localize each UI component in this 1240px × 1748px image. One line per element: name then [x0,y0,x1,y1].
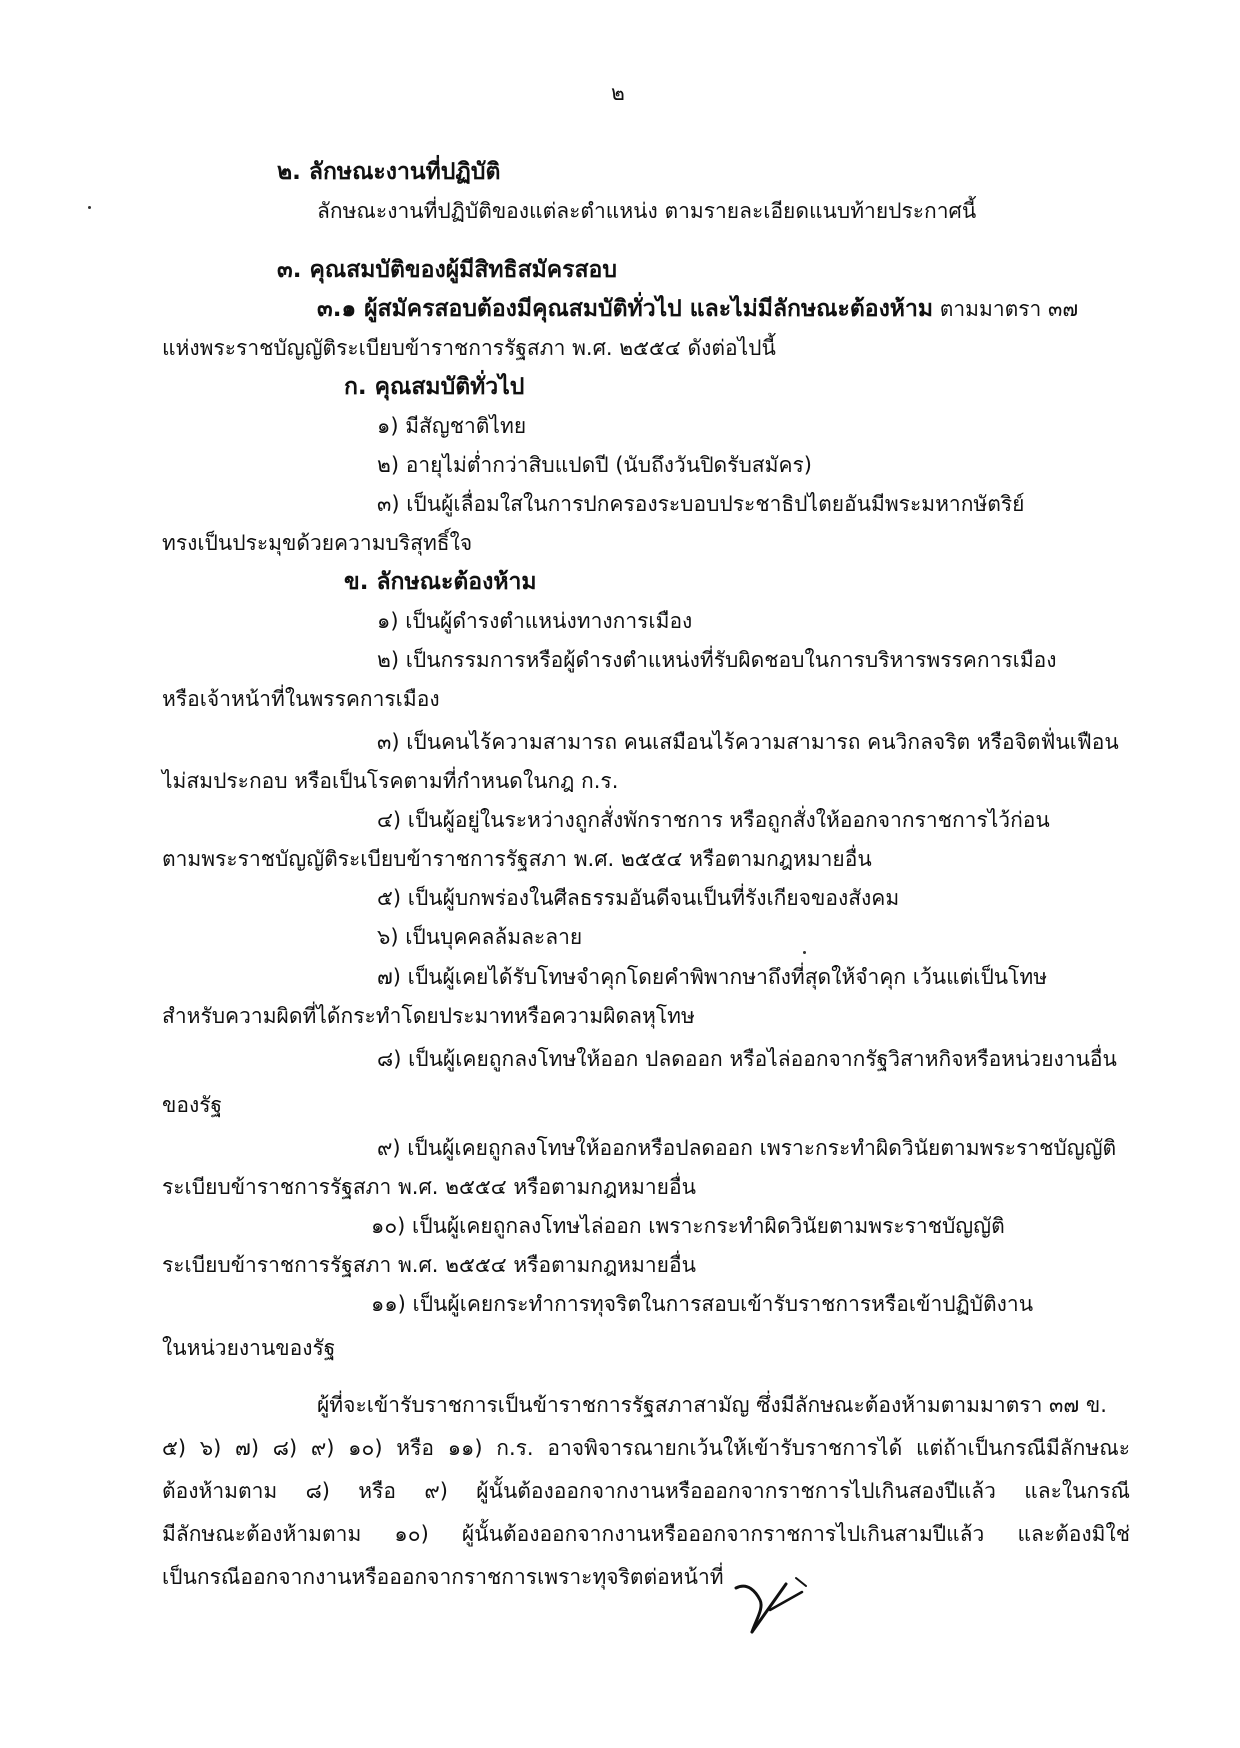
section-3-1-tail: ตามมาตรา ๓๗ [939,297,1079,321]
prohibited-item-5: ๕) เป็นผู้บกพร่องในศีลธรรมอันดีจนเป็นที่รังเกียจของสังคม [377,886,900,910]
prohibited-item-6: ๖) เป็นบุคคลล้มละลาย [377,925,583,949]
section-2-heading: ๒. ลักษณะงานที่ปฏิบัติ [277,159,501,185]
section-3-1-bold: ๓.๑ ผู้สมัครสอบต้องมีคุณสมบัติทั่วไป และไม่มีลักษณะต้องห้าม [317,296,934,322]
prohibited-item-3-cont: ไม่สมประกอบ หรือเป็นโรคตามที่กำหนดในกฎ ก.ร. [162,769,619,793]
section-2-body: ลักษณะงานที่ปฏิบัติของแต่ละตำแหน่ง ตามรายละเอียดแนบท้ายประกาศนี้ [317,199,977,223]
section-3-1-line2: แห่งพระราชบัญญัติระเบียบข้าราชการรัฐสภา พ.ศ. ๒๕๕๔ ดังต่อไปนี้ [162,336,776,360]
prohibited-item-10: ๑๐) เป็นผู้เคยถูกลงโทษไล่ออก เพราะกระทำผิดวินัยตามพระราชบัญญัติ [371,1214,1005,1238]
prohibited-item-8: ๘) เป็นผู้เคยถูกลงโทษให้ออก ปลดออก หรือไล่ออกจากรัฐวิสาหกิจหรือหน่วยงานอื่น [377,1047,1117,1071]
prohibited-item-4-cont: ตามพระราชบัญญัติระเบียบข้าราชการรัฐสภา พ.ศ. ๒๕๕๔ หรือตามกฎหมายอื่น [162,847,872,871]
prohibited-item-4: ๔) เป็นผู้อยู่ในระหว่างถูกสั่งพักราชการ หรือถูกสั่งให้ออกจากราชการไว้ก่อน [377,808,1050,832]
prohibited-item-11: ๑๑) เป็นผู้เคยกระทำการทุจริตในการสอบเข้ารับราชการหรือเข้าปฏิบัติงาน [371,1292,1034,1316]
prohibited-item-11-cont: ในหน่วยงานของรัฐ [162,1336,336,1360]
prohibited-item-7-cont: สำหรับความผิดที่ได้กระทำโดยประมาทหรือความผิดลหุโทษ [162,1004,695,1028]
scan-speck [803,951,806,954]
prohibited-item-3: ๓) เป็นคนไร้ความสามารถ คนเสมือนไร้ความสามารถ คนวิกลจริต หรือจิตฟั่นเฟือน [377,730,1119,754]
prohibited-item-7: ๗) เป็นผู้เคยได้รับโทษจำคุกโดยคำพิพากษาถึงที่สุดให้จำคุก เว้นแต่เป็นโทษ [377,965,1048,989]
prohibited-item-2-cont: หรือเจ้าหน้าที่ในพรรคการเมือง [162,687,440,711]
general-item-1: ๑) มีสัญชาติไทย [377,414,527,438]
prohibited-item-8-cont: ของรัฐ [162,1093,223,1117]
prohibited-item-9: ๙) เป็นผู้เคยถูกลงโทษให้ออกหรือปลดออก เพราะกระทำผิดวินัยตามพระราชบัญญัติ [377,1136,1117,1160]
closing-paragraph-line-4: มีลักษณะต้องห้ามตาม ๑๐) ผู้นั้นต้องออกจากงานหรือออกจากราชการไปเกินสามปีแล้ว และต้องมิใช่ [162,1522,1130,1546]
closing-paragraph-line-5: เป็นกรณีออกจากงานหรือออกจากราชการเพราะทุจริตต่อหน้าที่ [162,1565,724,1589]
prohibited-heading: ข. ลักษณะต้องห้าม [344,569,537,595]
general-qualifications-heading: ก. คุณสมบัติทั่วไป [344,374,525,400]
scan-speck [88,206,91,209]
general-item-2: ๒) อายุไม่ต่ำกว่าสิบแปดปี (นับถึงวันปิดรับสมัคร) [377,453,812,477]
signature-initial [726,1570,816,1640]
closing-paragraph-line-1: ผู้ที่จะเข้ารับราชการเป็นข้าราชการรัฐสภาสามัญ ซึ่งมีลักษณะต้องห้ามตามมาตรา ๓๗ ข. [317,1393,1107,1417]
prohibited-item-9-cont: ระเบียบข้าราชการรัฐสภา พ.ศ. ๒๕๕๔ หรือตามกฎหมายอื่น [162,1175,696,1199]
section-3-heading: ๓. คุณสมบัติของผู้มีสิทธิสมัครสอบ [277,257,617,283]
closing-paragraph-line-2: ๕) ๖) ๗) ๘) ๙) ๑๐) หรือ ๑๑) ก.ร. อาจพิจารณายกเว้นให้เข้ารับราชการได้ แต่ถ้าเป็นกรณีมีลักษณะ [162,1436,1130,1460]
prohibited-item-2: ๒) เป็นกรรมการหรือผู้ดำรงตำแหน่งที่รับผิดชอบในการบริหารพรรคการเมือง [377,648,1057,672]
prohibited-item-1: ๑) เป็นผู้ดำรงตำแหน่งทางการเมือง [377,609,693,633]
general-item-3: ๓) เป็นผู้เลื่อมใสในการปกครองระบอบประชาธิปไตยอันมีพระมหากษัตริย์ [377,492,1025,516]
prohibited-item-10-cont: ระเบียบข้าราชการรัฐสภา พ.ศ. ๒๕๕๔ หรือตามกฎหมายอื่น [162,1253,696,1277]
closing-paragraph-line-3: ต้องห้ามตาม ๘) หรือ ๙) ผู้นั้นต้องออกจากงานหรือออกจากราชการไปเกินสองปีแล้ว และในกรณี [162,1479,1130,1503]
general-item-3-cont: ทรงเป็นประมุขด้วยความบริสุทธิ์ใจ [162,531,473,555]
section-3-1-line1 [317,294,1078,324]
page-number: ๒ [611,81,625,105]
